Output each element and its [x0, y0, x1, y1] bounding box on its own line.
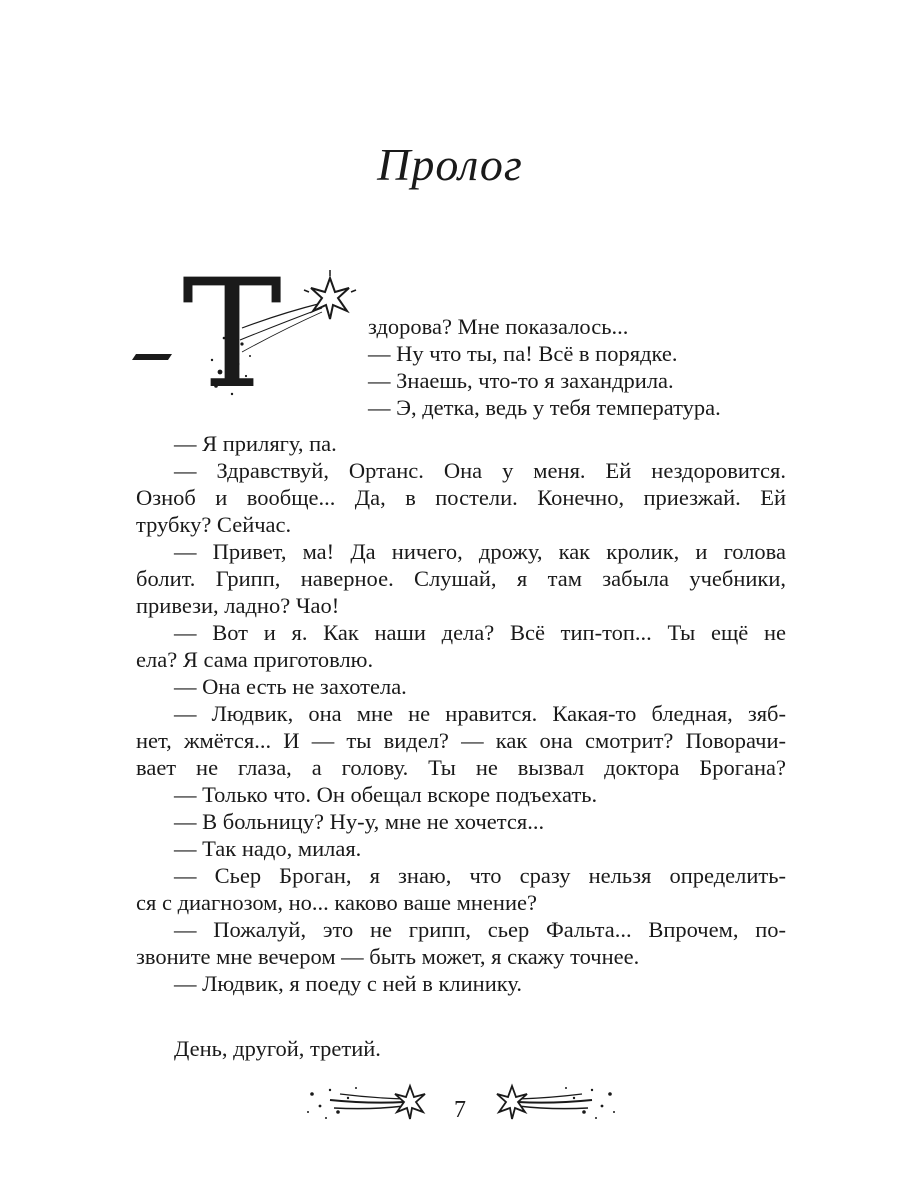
text-line: болит. Грипп, наверное. Слушай, я там забыла учебники, [136, 566, 786, 591]
body-text [136, 430, 786, 997]
text-line: — Только что. Он обещал вскоре подъехать. [174, 782, 598, 807]
shooting-star-right-icon [482, 1072, 622, 1132]
text-line: — Она есть не захотела. [174, 674, 407, 699]
text-line: — Я прилягу, па. [174, 431, 337, 456]
text-line: — В больницу? Ну-у, мне не хочется... [174, 809, 545, 834]
page-number: 7 [454, 1097, 466, 1123]
text-line: звоните мне вечером — быть может, я скажу точнее. [136, 944, 640, 969]
text-line: Озноб и вообще... Да, в постели. Конечно, приезжай. Ей [136, 485, 786, 510]
text-line: — Сьер Броган, я знаю, что сразу нельзя определить- [174, 863, 786, 888]
lead-paragraph [136, 313, 786, 421]
text-line: — Людвик, я поеду с ней в клинику. [174, 971, 522, 996]
text-line: ела? Я сама приготовлю. [136, 647, 374, 672]
text-line: привези, ладно? Чао! [136, 593, 340, 618]
shooting-star-left-icon [300, 1072, 440, 1132]
drop-cap-letter: Т [182, 248, 283, 422]
text-line: здорова? Мне показалось... [368, 314, 629, 339]
text-line: — Пожалуй, это не грипп, сьер Фальта... Впрочем, по- [174, 917, 786, 942]
text-line: — Здравствуй, Ортанс. Она у меня. Ей нездоровится. [174, 458, 786, 483]
text-line: — Привет, ма! Да ничего, дрожу, как кролик, и голова [174, 539, 786, 564]
text-line: трубку? Сейчас. [136, 512, 292, 537]
text-line: — Людвик, она мне не нравится. Какая-то бледная, зяб- [174, 701, 786, 726]
chapter-title: Пролог [377, 139, 523, 190]
text-line: — Так надо, милая. [174, 836, 362, 861]
text-line: — Вот и я. Как наши дела? Всё тип-топ... Ты ещё не [174, 620, 786, 645]
closing-paragraph [136, 1035, 786, 1062]
text-line: — Э, детка, ведь у тебя температура. [368, 395, 721, 420]
text-line: — Ну что ты, па! Всё в порядке. [368, 341, 678, 366]
text-line: — Знаешь, что-то я захандрила. [368, 368, 674, 393]
text-line: День, другой, третий. [174, 1036, 381, 1061]
text-line: вает не глаза, а голову. Ты не вызвал доктора Брогана? [136, 755, 786, 780]
text-line: ся с диагнозом, но... каково ваше мнение? [136, 890, 537, 915]
text-line: нет, жмётся... И — ты видел? — как она смотрит? Поворачи- [136, 728, 786, 753]
